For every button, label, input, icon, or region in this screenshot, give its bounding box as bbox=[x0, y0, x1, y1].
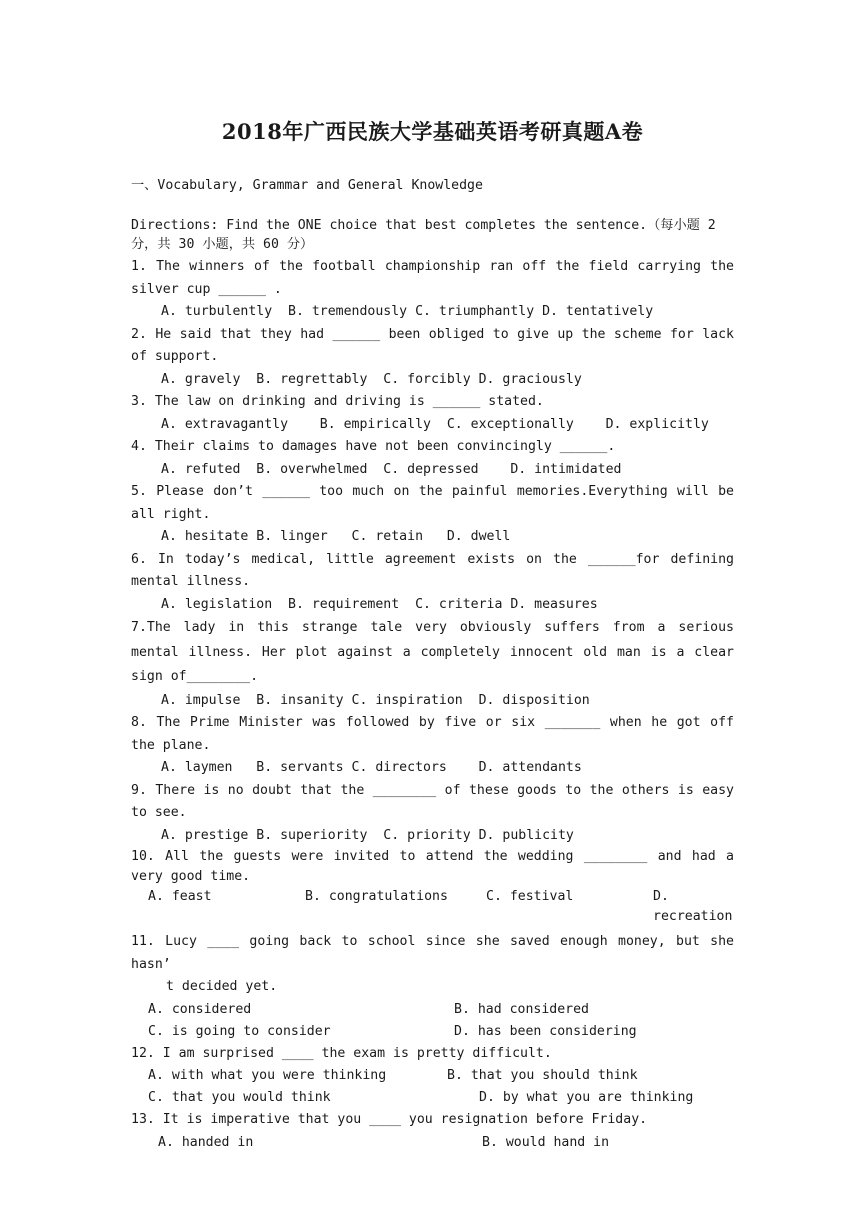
option-b: B. would hand in bbox=[482, 1134, 610, 1150]
question-options bbox=[131, 999, 734, 1043]
question-stem: 5. Please don’t ______ too much on the painful memories.Everything will be all right. bbox=[131, 484, 734, 522]
question-stem: 7.The lady in this strange tale very obviously suffers from a serious mental illness. Her plot against a completely innocent old man is a clear sign of________. bbox=[131, 620, 734, 684]
option-c: C. that you would think bbox=[148, 1090, 331, 1105]
option-d: D. recreation bbox=[653, 889, 733, 924]
question-stem: 3. The law on drinking and driving is ______ stated. bbox=[131, 394, 544, 409]
question-options bbox=[131, 1132, 734, 1154]
option-a: A. with what you were thinking bbox=[148, 1068, 387, 1083]
question-options bbox=[131, 1065, 734, 1087]
question-stem: 8. The Prime Minister was followed by five or six _______ when he got off the plane. bbox=[131, 715, 734, 753]
question-stem: 12. I am surprised ____ the exam is pretty difficult. bbox=[131, 1045, 552, 1061]
question-stem: 6. In today’s medical, little agreement exists on the ______for defining mental illness. bbox=[131, 551, 734, 589]
question-options: A. prestige B. superiority C. priority D. publicity bbox=[161, 827, 574, 843]
question-options: A. impulse B. insanity C. inspiration D. disposition bbox=[161, 692, 590, 708]
question-options: A. gravely B. regrettably C. forcibly D. graciously bbox=[161, 371, 582, 387]
question-stem-continued: t decided yet. bbox=[166, 979, 278, 994]
option-d: D. has been considering bbox=[454, 1023, 637, 1039]
question-options: A. legislation B. requirement C. criteria D. measures bbox=[161, 596, 598, 612]
question-stem: 9. There is no doubt that the ________ of these goods to the others is easy to see. bbox=[131, 782, 734, 820]
option-c: C. is going to consider bbox=[148, 1023, 331, 1039]
question-stem: 2. He said that they had ______ been obliged to give up the scheme for lack of support. bbox=[131, 326, 734, 364]
question-stem: 11. Lucy ____ going back to school since she saved enough money, but she hasn’ bbox=[131, 934, 734, 972]
option-a: A. considered bbox=[148, 1001, 252, 1017]
question-stem: 4. Their claims to damages have not been convincingly ______. bbox=[131, 439, 616, 454]
question-stem: 10. All the guests were invited to attend the wedding ________ and had a very good time. bbox=[131, 849, 734, 884]
question-options: A. laymen B. servants C. directors D. attendants bbox=[161, 760, 582, 775]
question-options bbox=[131, 1087, 734, 1109]
question-options: A. turbulently B. tremendously C. triumphantly D. tentatively bbox=[161, 304, 654, 319]
option-b: B. had considered bbox=[454, 1001, 589, 1017]
option-a: A. feast bbox=[148, 889, 212, 904]
page-title: 2018年广西民族大学基础英语考研真题A卷 bbox=[221, 119, 644, 144]
question-stem: 1. The winners of the football championship ran off the field carrying the silver cup ______ . bbox=[131, 259, 734, 297]
question-stem: 13. It is imperative that you ____ you resignation before Friday. bbox=[131, 1112, 648, 1127]
option-d: D. by what you are thinking bbox=[479, 1090, 694, 1105]
section-heading: 一、Vocabulary, Grammar and General Knowledge bbox=[131, 178, 483, 193]
question-options bbox=[131, 887, 734, 927]
option-b: B. that you should think bbox=[447, 1068, 638, 1083]
document-body bbox=[131, 176, 734, 1154]
option-a: A. handed in bbox=[158, 1134, 254, 1150]
question-options: A. hesitate B. linger C. retain D. dwell bbox=[161, 529, 511, 544]
option-b: B. congratulations bbox=[305, 889, 448, 904]
question-options: A. extravagantly B. empirically C. exceptionally D. explicitly bbox=[161, 416, 709, 432]
question-options: A. refuted B. overwhelmed C. depressed D. intimidated bbox=[161, 461, 622, 477]
directions: Directions: Find the ONE choice that best completes the sentence.（每小题 2 分，共 30 小题，共 60 分） bbox=[131, 218, 716, 252]
option-c: C. festival bbox=[486, 889, 574, 904]
